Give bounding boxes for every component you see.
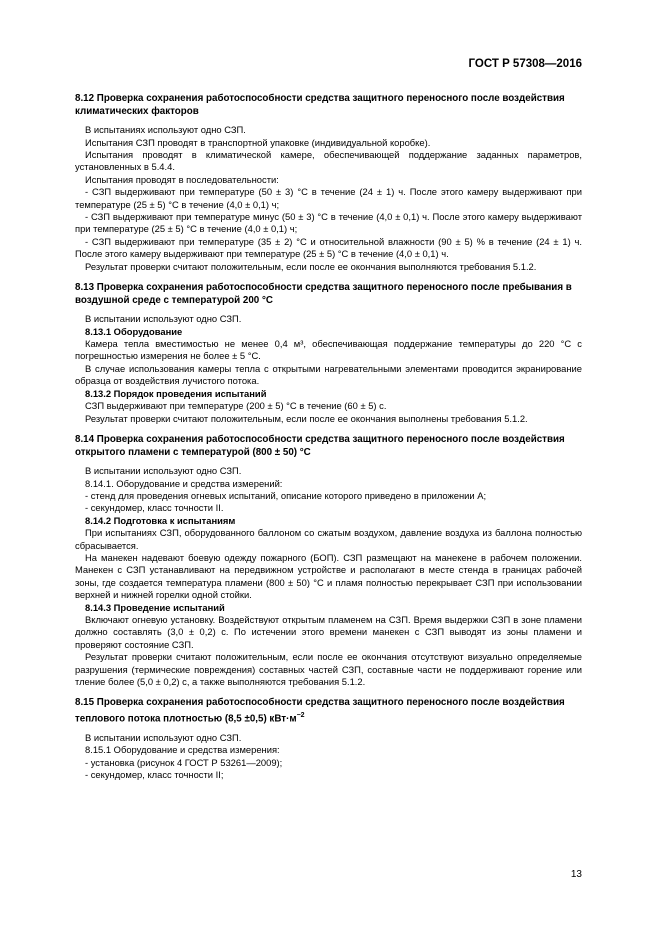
section-8-15-title bbox=[75, 697, 582, 725]
paragraph: Испытания СЗП проводят в транспортной упаковке (индивидуальной коробке). bbox=[85, 136, 431, 148]
section-8-14-title: 8.14 Проверка сохранения работоспособности средства защитного переносного после воздействия открытого пламени с температурой (800 ± 50) °С bbox=[75, 433, 565, 458]
paragraph: Камера тепла вместимостью не менее 0,4 м³, обеспечивающая поддержание температуры до 220 °С с погрешностью измерения не более ± 5 °С. bbox=[75, 338, 582, 362]
section-8-15-title-text: 8.15 Проверка сохранения работоспособности средства защитного переносного после воздействия теплового потока плотностью (8,5 ±0,5) кВт·м bbox=[75, 697, 565, 725]
list-item: - секундомер, класс точности II; bbox=[85, 769, 224, 781]
paragraph: В испытании используют одно СЗП. bbox=[85, 465, 242, 477]
paragraph: При испытаниях СЗП, оборудованного баллоном со сжатым воздухом, давление воздуха из баллона полностью сбрасывается. bbox=[75, 527, 582, 551]
document-body bbox=[75, 93, 582, 781]
paragraph: 8.15.1 Оборудование и средства измерения: bbox=[85, 744, 280, 756]
paragraph: В испытаниях используют одно СЗП. bbox=[85, 124, 246, 136]
paragraph: На манекен надевают боевую одежду пожарного (БОП). СЗП размещают на манекене в рабочем положении. Манекен с СЗП устанавливают на передвижном устройстве и располагают в месте стенда в границах рабочей зоны, где создается температура пламени (800 ± 50) °С и пламя полностью перекрывает СЗП при использовании верхней и нижней горелки одной стойки. bbox=[75, 551, 582, 601]
page-number: 13 bbox=[570, 869, 582, 880]
paragraph: Результат проверки считают положительным, если после ее окончания выполняются требования 5.1.2. bbox=[85, 260, 537, 272]
paragraph: В случае использования камеры тепла с открытыми нагревательными элементами проводится экранирование образца от воздействия лучистого потока. bbox=[75, 362, 582, 387]
unit-exponent: −2 bbox=[296, 712, 305, 719]
list-item: - установка (рисунок 4 ГОСТ Р 53261—2009); bbox=[85, 756, 283, 768]
paragraph: СЗП выдерживают при температуре (200 ± 5) °С в течение (60 ± 5) с. bbox=[85, 400, 387, 412]
section-8-12-title: 8.12 Проверка сохранения работоспособности средства защитного переносного после воздействия климатических факторов bbox=[75, 93, 565, 117]
list-item: - СЗП выдерживают при температуре (50 ± 3) °С в течение (24 ± 1) ч. После этого камеру выдерживают при температуре (25 ± 5) °С в течение (4,0 ± 0,1) ч; bbox=[75, 186, 582, 210]
paragraph: Испытания проводят в климатической камере, обеспечивающей поддержание заданных параметров, установленных в 5.4.4. bbox=[75, 149, 582, 173]
paragraph: Испытания проводят в последовательности: bbox=[85, 173, 279, 185]
paragraph: Включают огневую установку. Воздействуют открытым пламенем на СЗП. Время выдержки СЗП в зоне пламени должно составлять (3,0 ± 0,2) с. По истечении этого времени манекен с СЗП выводят из зоны пламени и проверяют состояние СЗП. bbox=[75, 613, 582, 650]
list-item: - СЗП выдерживают при температуре минус (50 ± 3) °С в течение (4,0 ± 0,1) ч. После этого камеру выдерживают при температуре (25 ± 5) °С в течение (4,0 ± 0,1) ч; bbox=[75, 211, 582, 235]
subsection-8-13-2-title: 8.13.2 Порядок проведения испытаний bbox=[85, 387, 267, 399]
subsection-8-14-3-title: 8.14.3 Проведение испытаний bbox=[85, 601, 225, 613]
paragraph: Результат проверки считают положительным, если после ее окончания отсутствуют визуально определяемые разрушения (термические повреждения) составных частей СЗП, составные части не поддерживают горение или тление более (5,0 ± 0,2) с, а также выполняются требования 5.1.2. bbox=[75, 651, 582, 687]
paragraph: В испытании используют одно СЗП. bbox=[85, 313, 242, 325]
section-8-13-title: 8.13 Проверка сохранения работоспособности средства защитного переносного после пребывания в воздушной среде с температурой 200 °С bbox=[75, 282, 572, 306]
list-item: - стенд для проведения огневых испытаний, описание которого приведено в приложении А; bbox=[85, 489, 487, 501]
subsection-8-13-1-title: 8.13.1 Оборудование bbox=[85, 325, 183, 337]
subsection-8-14-2-title: 8.14.2 Подготовка к испытаниям bbox=[85, 514, 236, 526]
paragraph: В испытании используют одно СЗП. bbox=[85, 731, 242, 743]
document-header: ГОСТ Р 57308—2016 bbox=[468, 58, 582, 70]
paragraph: 8.14.1. Оборудование и средства измерений: bbox=[85, 477, 283, 489]
list-item: - СЗП выдерживают при температуре (35 ± 2) °С и относительной влажности (90 ± 5) % в течение (24 ± 1) ч. После этого камеру выдерживают при температуре (25 ± 5) °С в течение (4,0 ± 0,1) ч. bbox=[75, 235, 582, 260]
paragraph: Результат проверки считают положительным, если после ее окончания выполнены требования 5.1.2. bbox=[85, 412, 528, 424]
list-item: - секундомер, класс точности II. bbox=[85, 502, 224, 514]
